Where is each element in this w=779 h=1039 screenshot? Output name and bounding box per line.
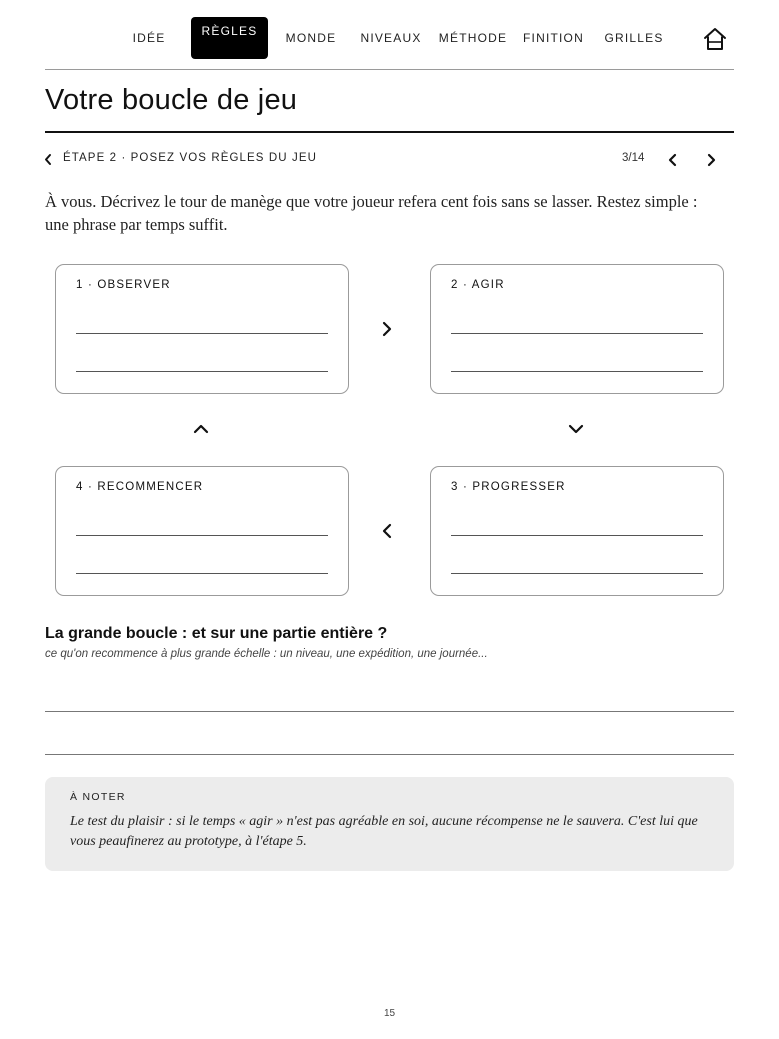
writing-line[interactable] [76,371,328,372]
writing-line[interactable] [76,535,328,536]
tab-idee[interactable]: IDÉE [132,31,166,45]
home-icon[interactable] [700,26,730,52]
card-title: 2 · AGIR [451,279,505,291]
chevron-left-icon [378,522,396,540]
answer-line[interactable] [45,711,734,712]
next-page-button[interactable] [702,151,720,169]
tab-methode[interactable]: MÉTHODE [438,31,508,45]
writing-line[interactable] [76,333,328,334]
tab-finition[interactable]: FINITION [523,31,584,45]
answer-line[interactable] [45,754,734,755]
tab-niveaux[interactable]: NIVEAUX [360,31,422,45]
page-title: Votre boucle de jeu [45,84,298,116]
chevron-up-icon [192,420,210,438]
loop-card-agir [430,264,724,394]
note-label: À NOTER [70,791,126,803]
chevron-left-icon[interactable] [40,151,56,167]
top-navigation [0,17,779,59]
note-text: Le test du plaisir : si le temps « agir » n'est pas agréable en soi, aucune récompense ne le sauvera. C'est lui que vous peaufinerez au prototype, à l'étape 5. [70,814,698,849]
card-title: 4 · RECOMMENCER [76,481,204,493]
previous-page-button[interactable] [664,151,682,169]
tab-regles[interactable] [191,17,268,59]
writing-line[interactable] [76,573,328,574]
writing-line[interactable] [451,371,703,372]
page-counter: 3/14 [622,152,645,164]
loop-card-progresser [430,466,724,596]
writing-line[interactable] [451,573,703,574]
step-label: ÉTAPE 2 · POSEZ VOS RÈGLES DU JEU [63,152,318,164]
writing-line[interactable] [451,333,703,334]
loop-card-recommencer [55,466,349,596]
chevron-down-icon [567,420,585,438]
loop-card-observer [55,264,349,394]
big-loop-subtitle: ce qu'on recommence à plus grande échelle : un niveau, une expédition, une journée... [45,648,488,660]
page-number: 15 [383,1008,396,1019]
tab-regles-label: RÈGLES [201,24,258,38]
chevron-right-icon [378,320,396,338]
title-divider [45,131,734,133]
card-title: 1 · OBSERVER [76,279,171,291]
tab-grilles[interactable]: GRILLES [604,31,664,45]
big-loop-title: La grande boucle : et sur une partie entière ? [45,625,388,642]
intro-paragraph: À vous. Décrivez le tour de manège que votre joueur refera cent fois sans se lasser. Restez simple : une phrase par temps suffit. [45,192,698,234]
card-title: 3 · PROGRESSER [451,481,566,493]
note-box [45,777,734,871]
writing-line[interactable] [451,535,703,536]
tab-monde[interactable]: MONDE [285,31,337,45]
nav-divider [45,69,734,70]
